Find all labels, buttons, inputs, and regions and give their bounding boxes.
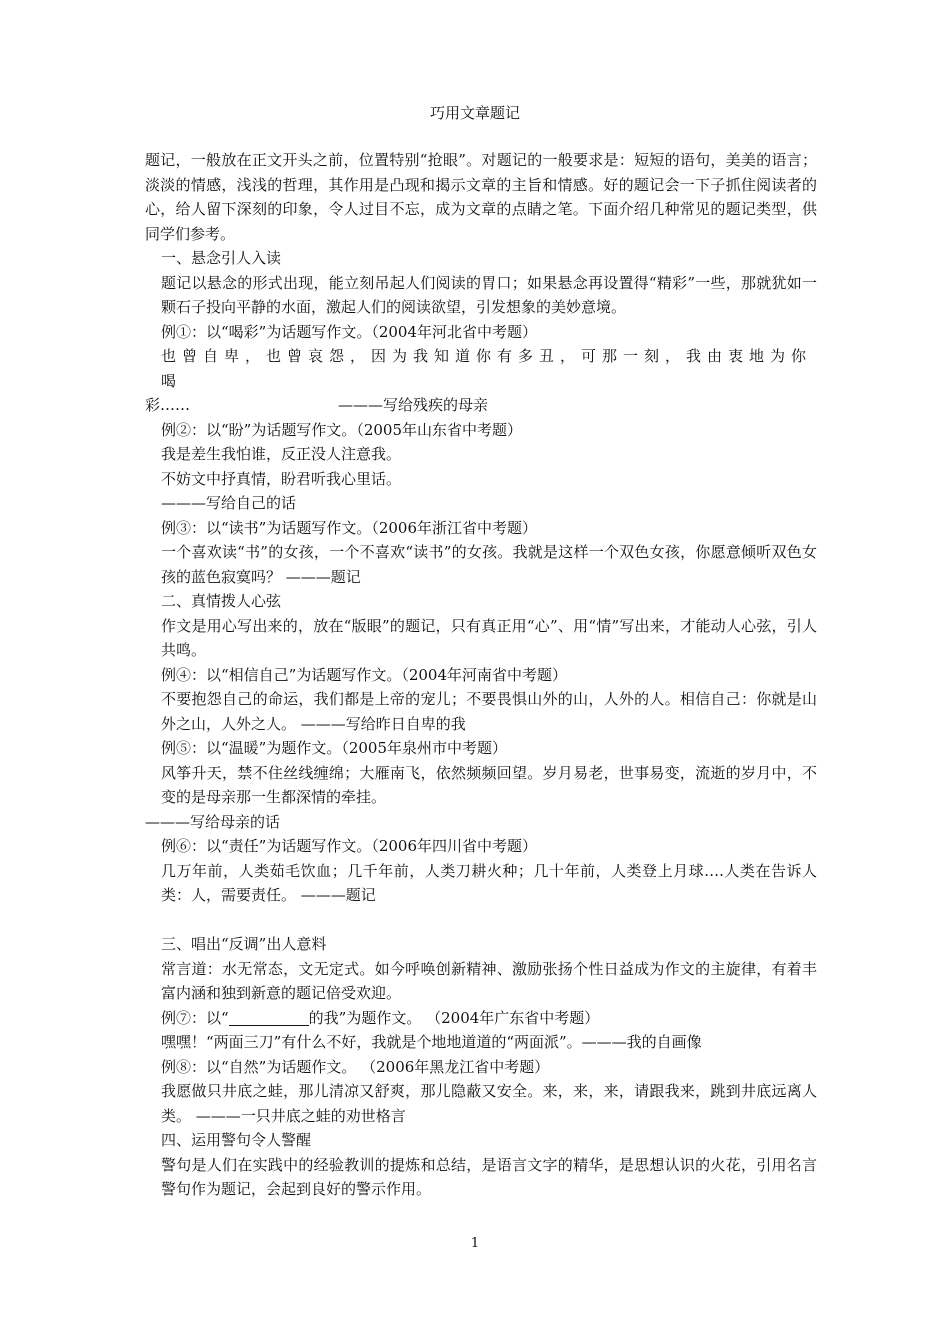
- example-7-prompt-start: 例⑦：以“: [161, 1008, 229, 1027]
- example-2-line-2: 不妨文中抒真情，盼君听我心里话。: [161, 469, 402, 488]
- section-3-heading: 三、唱出“反调”出人意料: [161, 935, 327, 953]
- example-5-prompt: 例⑤：以“温暖”为题作文。（2005年泉州市中考题）: [161, 739, 508, 757]
- example-5-text: 风筝升天，禁不住丝线缠绵；大雁南飞，依然频频回望。岁月易老，世事易变，流逝的岁月中，不变的是母亲那一生都深情的牵挂。: [161, 763, 817, 806]
- example-6-text: 几万年前，人类茹毛饮血；几千年前，人类刀耕火种；几十年前，人类登上月球….人类在告诉人类：人，需要责任。 ———题记: [161, 861, 817, 904]
- section-2-heading: 二、真情拨人心弦: [161, 592, 282, 610]
- example-1-signature: ———写给残疾的母亲: [338, 396, 489, 414]
- document-title: 巧用文章题记: [429, 104, 520, 122]
- section-1-description: 题记以悬念的形式出现，能立刻吊起人们阅读的胃口；如果悬念再设置得“精彩”一些，那就犹如一颗石子投向平静的水面，激起人们的阅读欲望，引发想象的美妙意境。: [161, 273, 817, 316]
- section-4-heading: 四、运用警句令人警醒: [161, 1131, 312, 1149]
- page-number: 1: [470, 1236, 480, 1251]
- example-1-prompt: 例①：以“喝彩”为话题写作文。（2004年河北省中考题）: [161, 322, 538, 341]
- example-7-text: 嘿嘿！“两面三刀”有什么不好，我就是个地地道道的“两面派”。———我的自画像: [161, 1033, 702, 1051]
- example-6-prompt: 例⑥：以“责任”为话题写作文。（2006年四川省中考题）: [161, 837, 538, 855]
- fill-in-blank: [229, 1010, 309, 1026]
- example-7-prompt-end: 的我”为题作文。 （2004年广东省中考题）: [308, 1008, 600, 1027]
- example-8-prompt: 例⑧：以“自然”为话题作文。 （2006年黑龙江省中考题）: [161, 1057, 550, 1076]
- example-7-prompt: [145, 1006, 817, 1031]
- blank-line: [145, 908, 817, 933]
- document-body: [145, 148, 817, 1202]
- example-1-text: 也曾自卑，也曾哀怨，因为我知道你有多丑，可那一刻，我由衷地为你喝: [161, 347, 813, 390]
- example-4-text: 不要抱怨自己的命运，我们都是上帝的宠儿；不要畏惧山外的山，人外的人。相信自己：你就是山外之山，人外之人。 ———写给昨日自卑的我: [161, 690, 817, 733]
- example-1-text-end: [145, 393, 817, 418]
- example-2-signature: ———写给自己的话: [161, 494, 297, 512]
- section-1-heading: 一、悬念引人入读: [161, 249, 282, 267]
- example-3-text: 一个喜欢读“书”的女孩，一个不喜欢“读书”的女孩。我就是这样一个双色女孩，你愿意倾听双色女孩的蓝色寂寞吗？ ———题记: [161, 543, 817, 586]
- example-2-line-1: 我是差生我怕谁，反正没人注意我。: [161, 445, 402, 463]
- example-5-signature: ———写给母亲的话: [145, 812, 281, 831]
- intro-paragraph: 题记，一般放在正文开头之前，位置特别“抢眼”。对题记的一般要求是：短短的语句，美美的语言；淡淡的情感，浅浅的哲理，其作用是凸现和揭示文章的主旨和情感。好的题记会一下子抓住阅读者的心，给人留下深刻的印象，令人过目不忘，成为文章的点睛之笔。下面介绍几种常见的题记类型，供同学们参考。: [145, 151, 817, 243]
- section-3-description: 常言道：水无常态，文无定式。如今呼唤创新精神、激励张扬个性日益成为作文的主旋律，有着丰富内涵和独到新意的题记倍受欢迎。: [161, 959, 817, 1002]
- section-4-description: 警句是人们在实践中的经验教训的提炼和总结，是语言文字的精华，是思想认识的火花，引用名言警句作为题记，会起到良好的警示作用。: [161, 1155, 817, 1198]
- example-8-text: 我愿做只井底之蛙，那儿清凉又舒爽，那儿隐蔽又安全。来，来，来，请跟我来，跳到井底远离人类。 ———一只井底之蛙的劝世格言: [161, 1082, 817, 1125]
- example-3-prompt: 例③：以“读书”为话题写作文。（2006年浙江省中考题）: [161, 518, 538, 537]
- example-2-prompt: 例②：以“盼”为话题写作文。（2005年山东省中考题）: [161, 420, 523, 439]
- example-4-prompt: 例④：以“相信自己”为话题写作文。（2004年河南省中考题）: [161, 665, 568, 684]
- section-2-description: 作文是用心写出来的，放在“版眼”的题记，只有真正用“心”、用“情”写出来，才能动人心弦，引人共鸣。: [161, 616, 817, 659]
- example-1-text-tail: 彩……: [145, 396, 191, 414]
